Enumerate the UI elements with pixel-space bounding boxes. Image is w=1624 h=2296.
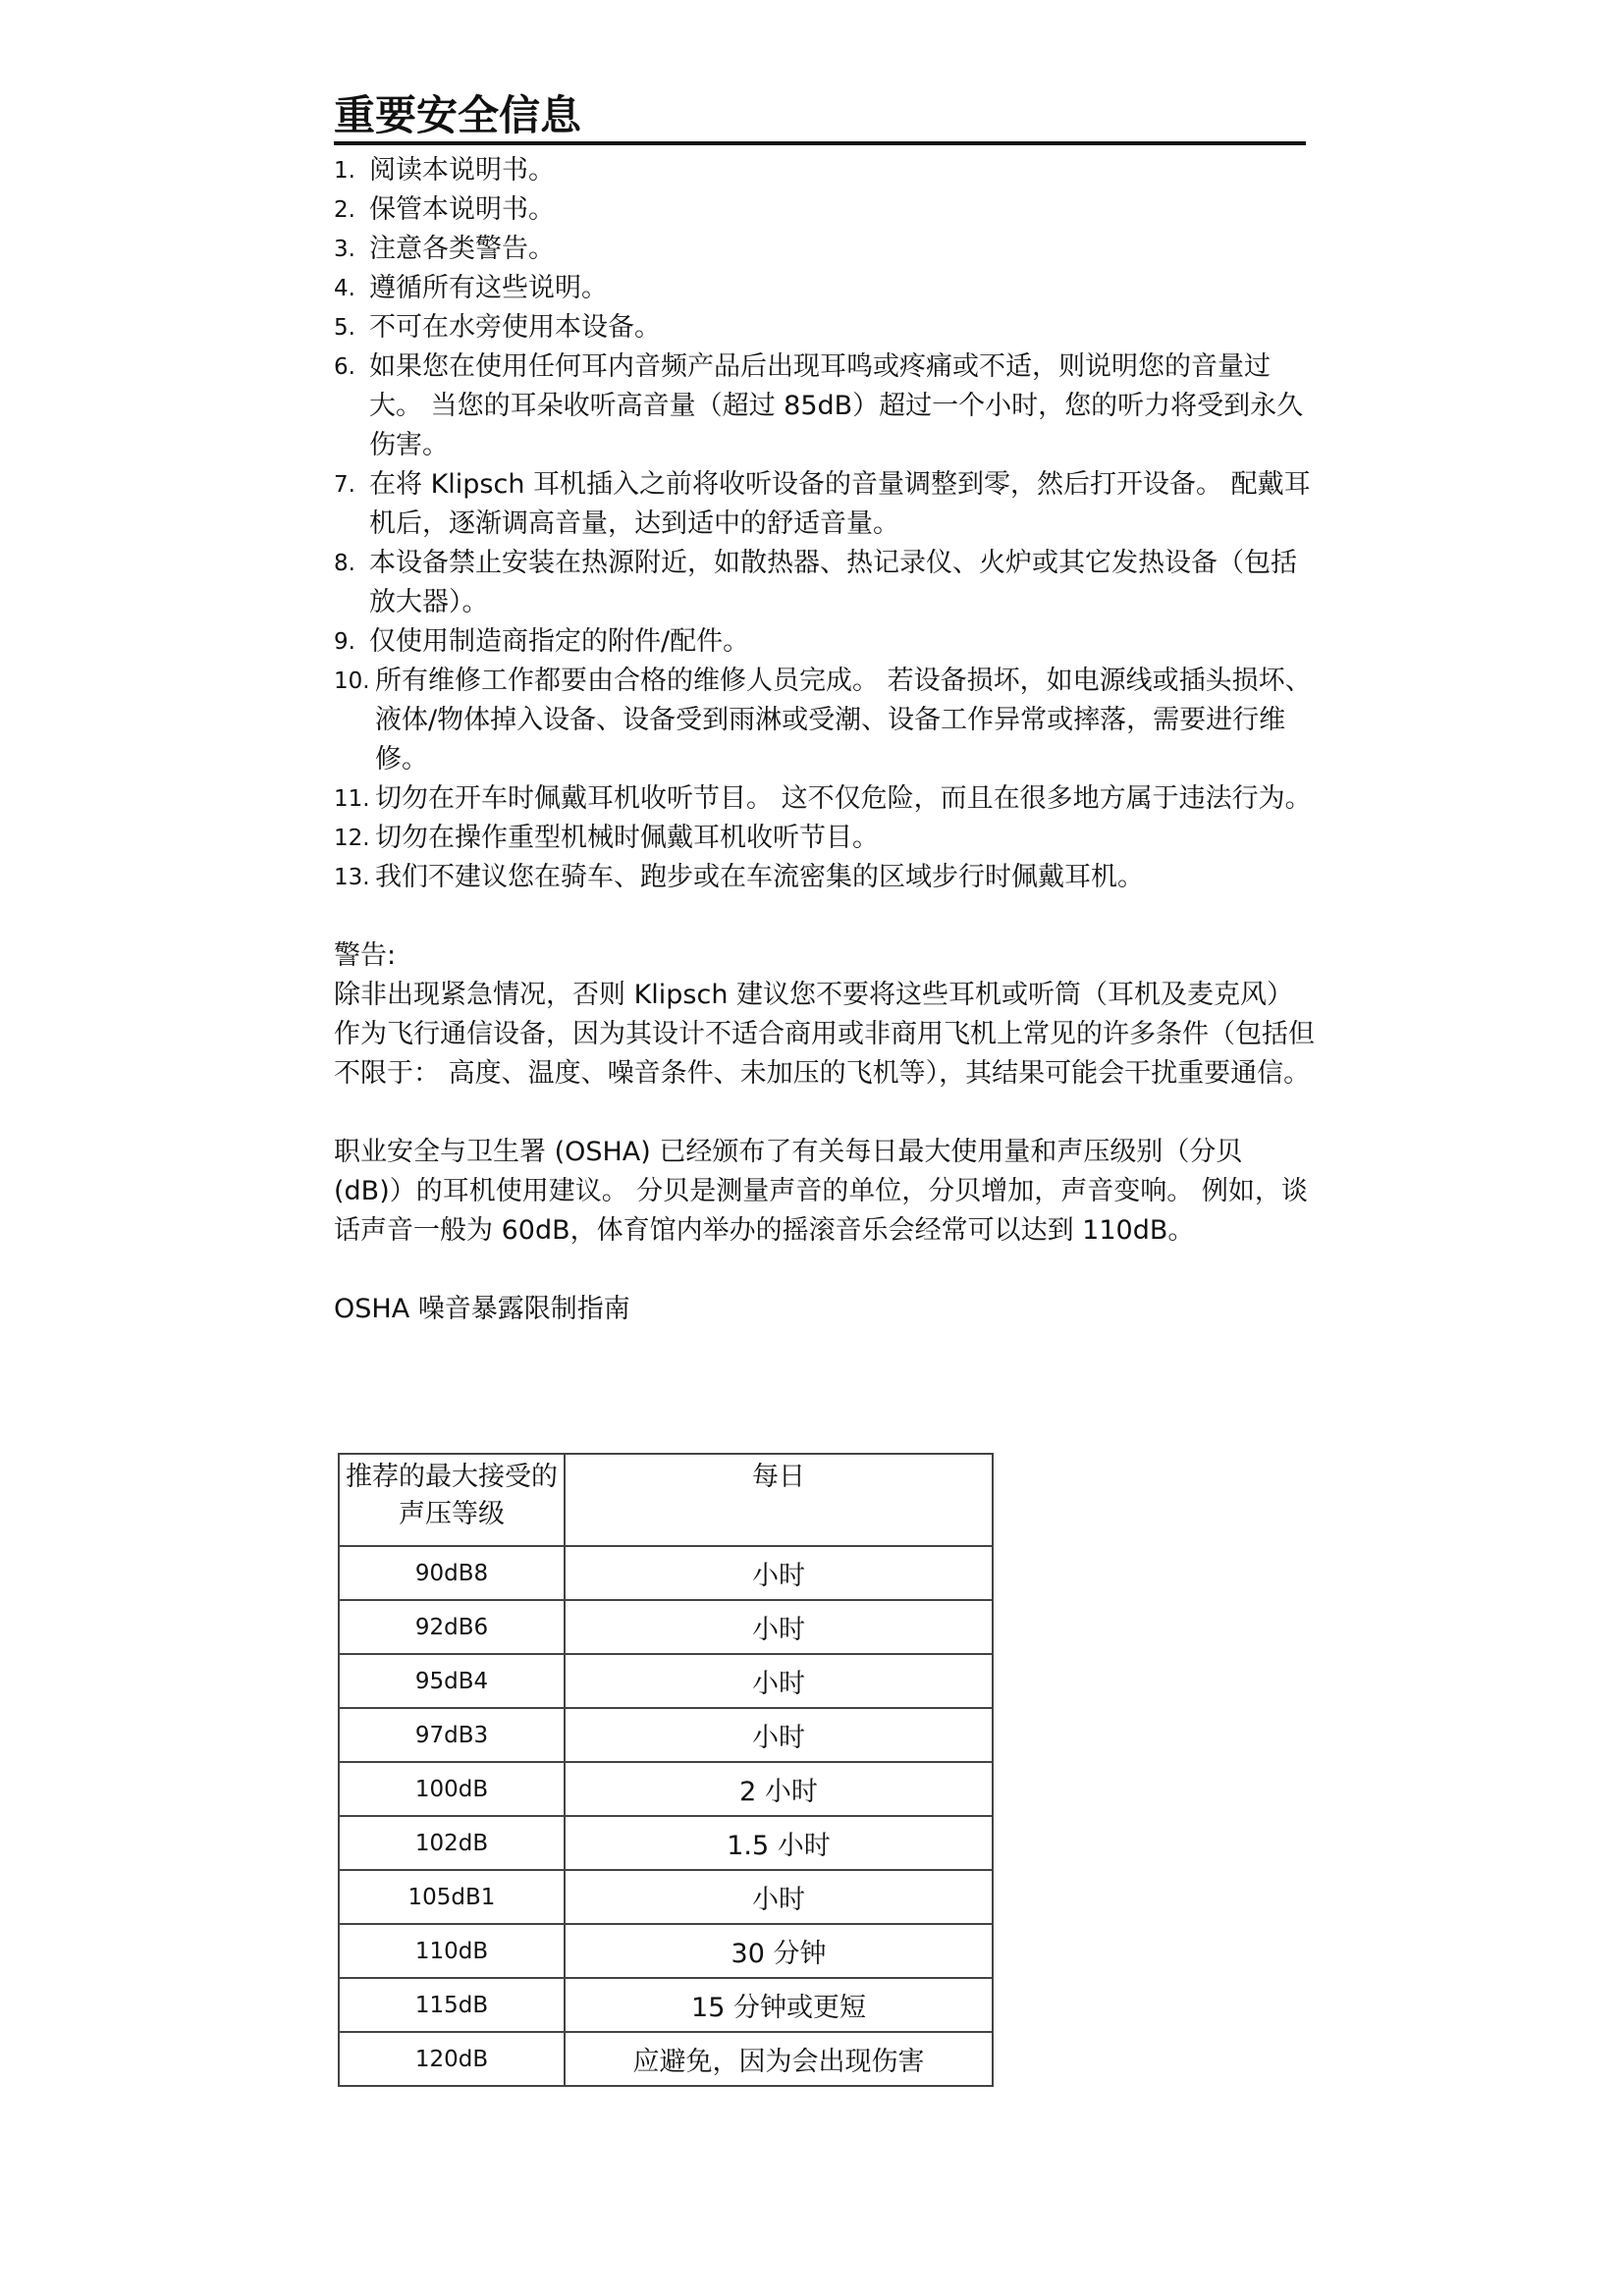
list-item (334, 308, 1312, 347)
duration-cell: 应避免，因为会出现伤害 (565, 2032, 993, 2086)
item-number: 1. (334, 158, 355, 184)
table-row (339, 1816, 993, 1870)
table-row (339, 1654, 993, 1708)
table-row (339, 1762, 993, 1816)
item-text: 注意各类警告。 (369, 234, 555, 264)
table-row (339, 1546, 993, 1600)
list-item (334, 151, 1312, 190)
duration-cell: 2 小时 (565, 1762, 993, 1816)
list-item (334, 230, 1312, 269)
item-number: 9. (334, 629, 355, 655)
item-text: 遵循所有这些说明。 (369, 273, 608, 303)
duration-cell: 小时 (565, 1654, 993, 1708)
item-number: 12. (334, 826, 370, 851)
level-cell: 120dB (339, 2032, 565, 2086)
duration-cell: 15 分钟或更短 (565, 1978, 993, 2032)
item-text: 仅使用制造商指定的附件/配件。 (369, 626, 750, 657)
duration-cell: 小时 (565, 1546, 993, 1600)
list-item (334, 190, 1312, 230)
table-caption: OSHA 噪音暴露限制指南 (334, 1294, 630, 1324)
item-number: 6. (334, 354, 355, 380)
level-cell: 105dB1 (339, 1870, 565, 1924)
duration-cell: 小时 (565, 1600, 993, 1654)
item-text: 在将 Klipsch 耳机插入之前将收听设备的音量调整到零，然后打开设备。 配戴耳机后，逐渐调高音量，达到适中的舒适音量。 (369, 469, 1311, 539)
item-text: 切勿在操作重型机械时佩戴耳机收听节目。 (375, 823, 879, 853)
level-cell: 110dB (339, 1924, 565, 1978)
level-cell: 100dB (339, 1762, 565, 1816)
item-number: 11. (334, 786, 370, 812)
item-text: 本设备禁止安装在热源附近，如散热器、热记录仪、火炉或其它发热设备（包括放大器）。 (369, 548, 1297, 617)
table-row (339, 1870, 993, 1924)
item-number: 4. (334, 276, 355, 301)
warning-text: 除非出现紧急情况，否则 Klipsch 建议您不要将这些耳机或听筒（耳机及麦克风）作为飞行通信设备，因为其设计不适合商用或非商用飞机上常见的许多条件（包括但不限于： 高度、温度、噪音条件、未加压的飞机等），其结果可能会干扰重要通信。 (334, 980, 1315, 1089)
list-item (334, 544, 1312, 622)
safety-rules-list (334, 151, 1316, 897)
table-row (339, 1978, 993, 2032)
item-number: 10. (334, 668, 370, 694)
warning-section (334, 936, 1316, 1094)
level-cell: 102dB (339, 1816, 565, 1870)
table-row (339, 1708, 993, 1762)
item-number: 13. (334, 865, 370, 890)
item-text: 我们不建议您在骑车、跑步或在车流密集的区域步行时佩戴耳机。 (375, 862, 1144, 892)
item-text: 不可在水旁使用本设备。 (369, 312, 661, 343)
osha-noise-table (338, 1453, 994, 2087)
item-text: 如果您在使用任何耳内音频产品后出现耳鸣或疼痛或不适，则说明您的音量过大。 当您的耳朵收听高音量（超过 85dB）超过一个小时，您的听力将受到永久伤害。 (369, 351, 1304, 460)
list-item (334, 465, 1312, 544)
column-header-level: 推荐的最大接受的声压等级 (339, 1454, 565, 1546)
document-page (334, 90, 1316, 2077)
osha-paragraph: 职业安全与卫生署 (OSHA) 已经颁布了有关每日最大使用量和声压级别（分贝 (dB)）的耳机使用建议。 分贝是测量声音的单位，分贝增加，声音变响。 例如，谈话声音一般为 60dB，体育馆内举办的摇滚音乐会经常可以达到 110dB。 (334, 1137, 1308, 1246)
item-text: 所有维修工作都要由合格的维修人员完成。 若设备损坏，如电源线或插头损坏、液体/物体掉入设备、设备受到雨淋或受潮、设备工作异常或摔落，需要进行维修。 (375, 666, 1312, 774)
list-item (334, 662, 1312, 779)
item-text: 阅读本说明书。 (369, 155, 555, 186)
table-row (339, 2032, 993, 2086)
list-item (334, 819, 1312, 858)
duration-cell: 小时 (565, 1870, 993, 1924)
item-number: 2. (334, 197, 355, 223)
column-header-daily: 每日 (565, 1454, 993, 1546)
list-item (334, 858, 1312, 897)
level-cell: 115dB (339, 1978, 565, 2032)
table-row (339, 1600, 993, 1654)
warning-label: 警告: (334, 940, 397, 971)
list-item (334, 269, 1312, 308)
duration-cell: 小时 (565, 1708, 993, 1762)
page-title: 重要安全信息 (334, 90, 1306, 145)
item-number: 8. (334, 551, 355, 576)
list-item (334, 347, 1312, 465)
list-item (334, 779, 1312, 819)
level-cell: 95dB4 (339, 1654, 565, 1708)
item-number: 7. (334, 472, 355, 498)
level-cell: 92dB6 (339, 1600, 565, 1654)
item-number: 3. (334, 237, 355, 262)
table-header-row (339, 1454, 993, 1546)
duration-cell: 30 分钟 (565, 1924, 993, 1978)
item-number: 5. (334, 315, 355, 341)
level-cell: 90dB8 (339, 1546, 565, 1600)
level-cell: 97dB3 (339, 1708, 565, 1762)
table-row (339, 1924, 993, 1978)
list-item (334, 622, 1312, 662)
item-text: 保管本说明书。 (369, 194, 555, 225)
item-text: 切勿在开车时佩戴耳机收听节目。 这不仅危险，而且在很多地方属于违法行为。 (375, 783, 1312, 814)
duration-cell: 1.5 小时 (565, 1816, 993, 1870)
